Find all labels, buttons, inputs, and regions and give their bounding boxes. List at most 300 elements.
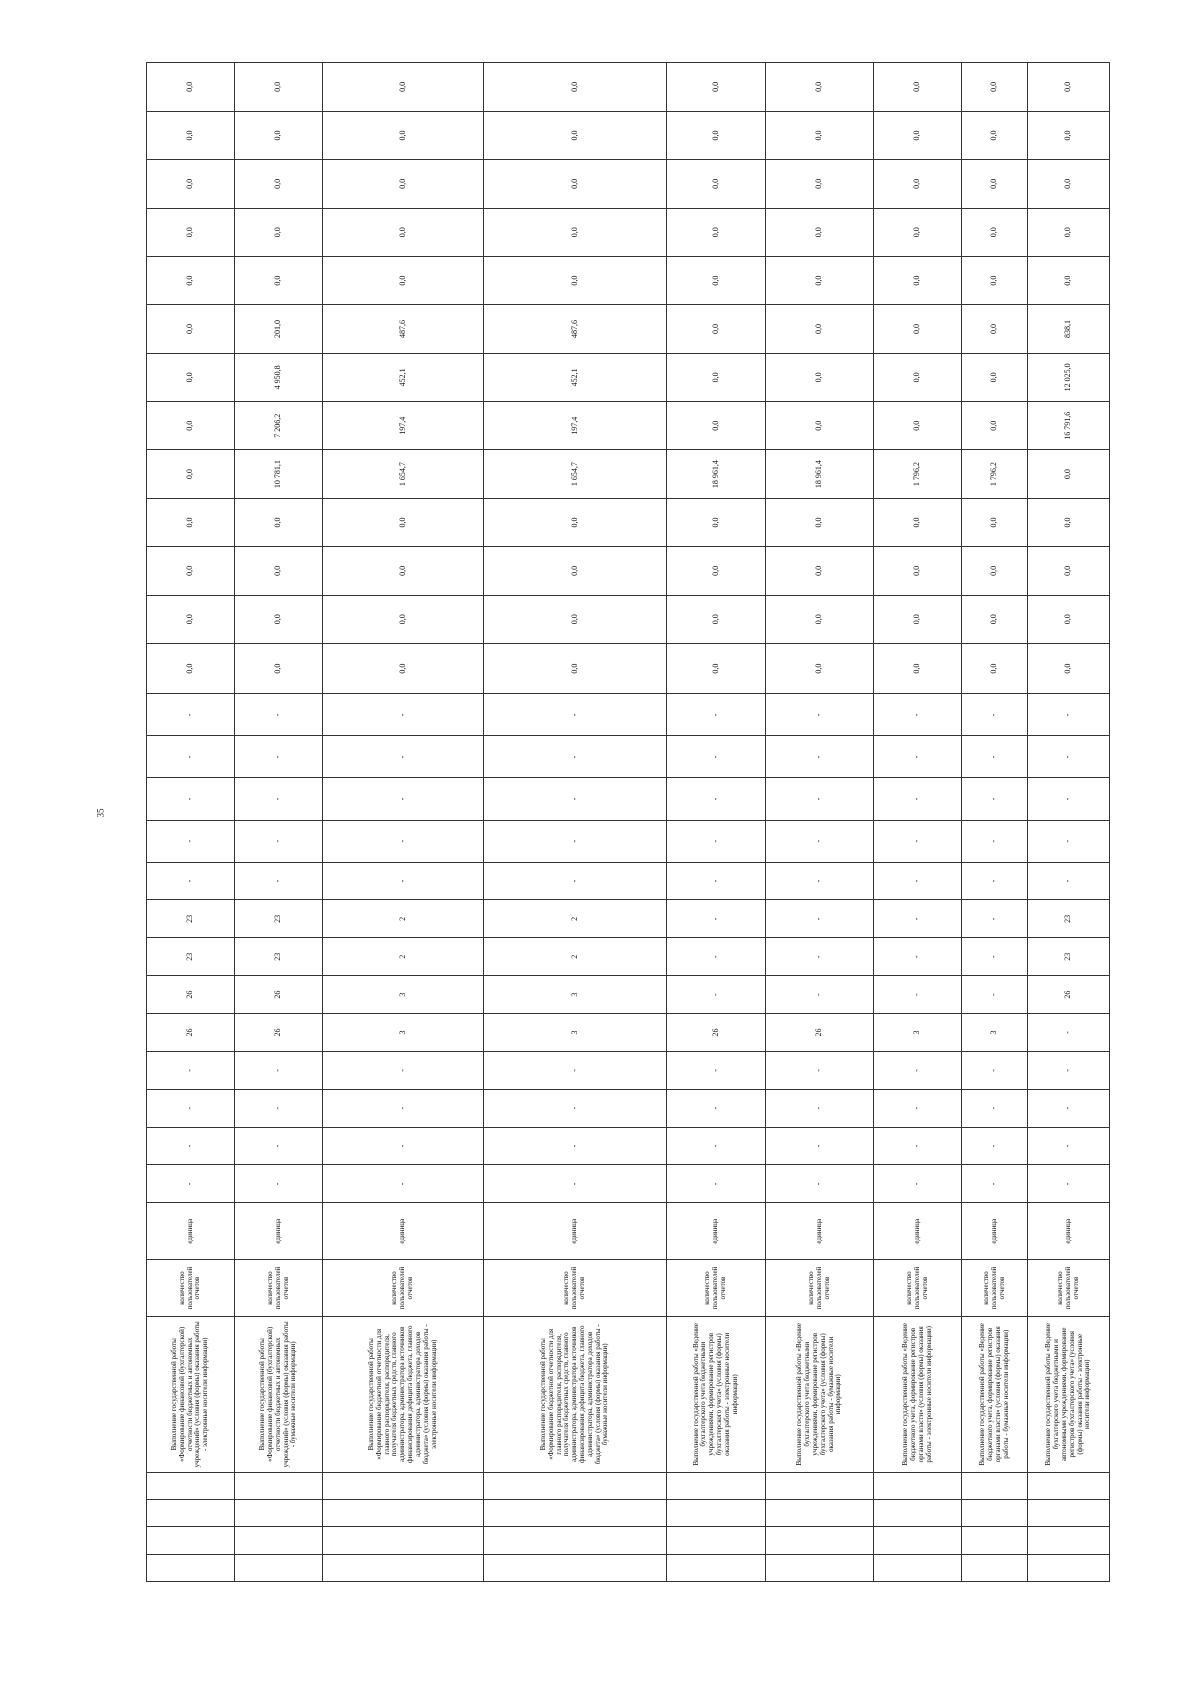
empty-cell [323, 1472, 484, 1499]
value-cell: - [766, 1089, 874, 1127]
empty-cell [235, 1472, 323, 1499]
value-cell: - [1028, 820, 1110, 862]
value-cell: - [323, 820, 484, 862]
work-description: Выполнение государственной работы «Ведение бухгалтерского учета бюджетными учреждениями, формирование регистров бухгалтерского учета» (условия (формы) оказания работы - бумажные носители информации) [766, 1316, 874, 1472]
value-cell: 0,0 [667, 498, 766, 546]
value-cell: 26 [1028, 976, 1110, 1014]
value-cell: 0,0 [323, 111, 484, 159]
value-cell: - [147, 862, 235, 900]
value-cell: - [1028, 778, 1110, 820]
empty-cell [874, 1554, 962, 1581]
value-cell: 0,0 [1028, 160, 1110, 208]
value-cell: 0,0 [962, 63, 1028, 112]
value-cell: - [874, 778, 962, 820]
value-cell: 0,0 [874, 595, 962, 643]
indicator-name: количество пользователей отчетов [962, 1260, 1028, 1317]
value-cell: - [484, 1165, 667, 1203]
value-cell: - [667, 1165, 766, 1203]
indicator-name: количество пользователей отчетов [766, 1260, 874, 1317]
value-cell: - [147, 736, 235, 778]
empty-cell [484, 1554, 667, 1581]
value-cell: 0,0 [874, 498, 962, 546]
value-cell: 0,0 [962, 305, 1028, 353]
value-cell: 0,0 [667, 643, 766, 693]
value-cell: 0,0 [1028, 643, 1110, 693]
value-cell: 0,0 [874, 111, 962, 159]
indicator-name: количество пользователей отчетов [323, 1260, 484, 1317]
value-cell: 16 791,6 [1028, 402, 1110, 450]
value-cell: - [323, 736, 484, 778]
value-cell: 26 [147, 976, 235, 1014]
value-cell: - [147, 1165, 235, 1203]
empty-cell [484, 1527, 667, 1554]
value-cell: - [766, 736, 874, 778]
table-row [874, 63, 962, 1582]
value-cell: - [1028, 1051, 1110, 1089]
indicator-name: количество пользователей отчетов [235, 1260, 323, 1317]
work-description: Выполнение государственной работы «Формирование финансовой (бухгалтерской) отчетности бюджетных и автономных учреждений» (условия (формы) оказания работы - электронные носители информации) [147, 1316, 235, 1472]
value-cell: 0,0 [874, 208, 962, 256]
table-row [667, 63, 766, 1582]
value-cell: 0,0 [1028, 498, 1110, 546]
value-cell: 0,0 [484, 547, 667, 595]
value-cell: 0,0 [323, 595, 484, 643]
value-cell: - [235, 1127, 323, 1165]
unit-cell: единица [667, 1203, 766, 1260]
value-cell: 0,0 [667, 353, 766, 401]
table-row [766, 63, 874, 1582]
empty-cell [1028, 1472, 1110, 1499]
value-cell: - [235, 862, 323, 900]
value-cell: 197,4 [323, 402, 484, 450]
value-cell: - [874, 1089, 962, 1127]
value-cell: 0,0 [147, 595, 235, 643]
value-cell: 18 961,4 [667, 450, 766, 498]
value-cell: - [766, 976, 874, 1014]
value-cell: 0,0 [147, 547, 235, 595]
value-cell: 0,0 [147, 256, 235, 304]
work-description: Выполнение государственной работы «Ведение бюджетного учета, формирование регистров органами власти» (условия (формы) оказания работы - электронные носители информации) [874, 1316, 962, 1472]
value-cell: 0,0 [874, 256, 962, 304]
empty-cell [766, 1499, 874, 1526]
value-cell: 0,0 [147, 450, 235, 498]
value-cell: 0,0 [766, 208, 874, 256]
value-cell: 23 [147, 938, 235, 976]
value-cell: 0,0 [147, 111, 235, 159]
value-cell: 23 [147, 900, 235, 938]
value-cell: 0,0 [766, 63, 874, 112]
value-cell: - [323, 694, 484, 736]
empty-cell [667, 1554, 766, 1581]
value-cell: 0,0 [962, 208, 1028, 256]
value-cell: - [766, 938, 874, 976]
rotated-table-wrapper [146, 62, 1110, 1582]
value-cell: 0,0 [484, 256, 667, 304]
work-description: Выполнение государственной работы «Ведение бухгалтерского учета бюджетными и автономными учреждениями, формирование регистров бухгалтерского учета» (условия (формы) оказания работы - электронные носители информации) [1028, 1316, 1110, 1472]
value-cell: 0,0 [962, 547, 1028, 595]
value-cell: 0,0 [667, 208, 766, 256]
value-cell: 0,0 [874, 160, 962, 208]
value-cell: 0,0 [235, 595, 323, 643]
empty-cell [484, 1499, 667, 1526]
value-cell: 0,0 [874, 63, 962, 112]
value-cell: 7 206,2 [235, 402, 323, 450]
value-cell: - [874, 976, 962, 1014]
empty-cell [1028, 1527, 1110, 1554]
empty-cell [667, 1499, 766, 1526]
value-cell: 0,0 [667, 547, 766, 595]
unit-cell: единица [484, 1203, 667, 1260]
value-cell: 0,0 [147, 160, 235, 208]
empty-cell [235, 1554, 323, 1581]
unit-cell: единица [962, 1203, 1028, 1260]
value-cell: - [323, 1051, 484, 1089]
value-cell: 0,0 [766, 111, 874, 159]
value-cell: 4 950,8 [235, 353, 323, 401]
empty-cell [1028, 1499, 1110, 1526]
value-cell: 0,0 [147, 353, 235, 401]
value-cell: 0,0 [235, 63, 323, 112]
value-cell: - [147, 1051, 235, 1089]
value-cell: - [1028, 694, 1110, 736]
value-cell: 0,0 [323, 643, 484, 693]
value-cell: 0,0 [874, 547, 962, 595]
value-cell: - [766, 694, 874, 736]
value-cell: 0,0 [147, 208, 235, 256]
value-cell: - [667, 778, 766, 820]
empty-cell [962, 1527, 1028, 1554]
value-cell: 0,0 [147, 63, 235, 112]
value-cell: - [962, 778, 1028, 820]
value-cell: - [667, 1089, 766, 1127]
value-cell: - [235, 820, 323, 862]
unit-cell: единица [235, 1203, 323, 1260]
work-description: Выполнение государственной работы «Ведение бухгалтерского учета бюджетными учреждениями, формирование регистров бухгалтерского учета» (условия (формы) оказания работы - электронные носители информации) [667, 1316, 766, 1472]
value-cell: - [323, 862, 484, 900]
value-cell: - [766, 778, 874, 820]
value-cell: 0,0 [235, 547, 323, 595]
value-cell: 26 [235, 976, 323, 1014]
value-cell: - [1028, 1127, 1110, 1165]
value-cell: - [235, 778, 323, 820]
value-cell: - [874, 820, 962, 862]
empty-cell [667, 1472, 766, 1499]
value-cell: 3 [484, 976, 667, 1014]
value-cell: - [1028, 1014, 1110, 1052]
empty-cell [667, 1527, 766, 1554]
unit-cell: единица [147, 1203, 235, 1260]
empty-cell [147, 1554, 235, 1581]
value-cell: 0,0 [147, 643, 235, 693]
value-cell: - [235, 1051, 323, 1089]
value-cell: 0,0 [667, 305, 766, 353]
value-cell: - [323, 778, 484, 820]
value-cell: - [766, 1051, 874, 1089]
work-description: Выполнение государственной работы «Формирование финансовой (бухгалтерской) отчетности бюджетных и автономных учреждений» (условия (формы) оказания работы - бумажные носители информации) [235, 1316, 323, 1472]
value-cell: 452,1 [484, 353, 667, 401]
indicator-name: количество пользователей отчетов [484, 1260, 667, 1317]
value-cell: 0,0 [235, 643, 323, 693]
empty-cell [962, 1499, 1028, 1526]
value-cell: - [484, 1089, 667, 1127]
value-cell: 0,0 [874, 402, 962, 450]
value-cell: 0,0 [323, 160, 484, 208]
value-cell: - [235, 1089, 323, 1127]
empty-cell [1028, 1554, 1110, 1581]
value-cell: 0,0 [235, 208, 323, 256]
value-cell: 0,0 [1028, 595, 1110, 643]
value-cell: 838,1 [1028, 305, 1110, 353]
value-cell: - [323, 1127, 484, 1165]
value-cell: 3 [484, 1014, 667, 1052]
value-cell: - [962, 736, 1028, 778]
value-cell: 0,0 [962, 498, 1028, 546]
value-cell: 0,0 [484, 498, 667, 546]
work-description: Выполнение государственной работы «Формирование бюджетной отчетности для главного распорядителя, распорядителя, получателя бюджетных средств, главного администратора, администратора источников финансирования дефицита бюджета, главного администратора, администратора доходов бюджета» (условия (формы) оказания работы - электронные носители информации) [323, 1316, 484, 1472]
value-cell: 0,0 [667, 111, 766, 159]
value-cell: 0,0 [323, 547, 484, 595]
value-cell: 197,4 [484, 402, 667, 450]
value-cell: - [962, 976, 1028, 1014]
page-number: 35 [95, 808, 106, 818]
empty-cell [323, 1554, 484, 1581]
value-cell: 0,0 [235, 160, 323, 208]
value-cell: - [667, 736, 766, 778]
indicator-name: количество пользователей отчетов [667, 1260, 766, 1317]
value-cell: 201,0 [235, 305, 323, 353]
value-cell: - [235, 694, 323, 736]
value-cell: 0,0 [323, 63, 484, 112]
value-cell: - [484, 694, 667, 736]
value-cell: 0,0 [667, 160, 766, 208]
value-cell: - [147, 1089, 235, 1127]
value-cell: - [874, 1127, 962, 1165]
value-cell: 0,0 [484, 63, 667, 112]
value-cell: - [962, 938, 1028, 976]
value-cell: 1 654,7 [484, 450, 667, 498]
empty-cell [874, 1527, 962, 1554]
value-cell: 0,0 [962, 160, 1028, 208]
value-cell: - [147, 778, 235, 820]
value-cell: 0,0 [667, 595, 766, 643]
value-cell: 0,0 [235, 256, 323, 304]
value-cell: 23 [235, 900, 323, 938]
value-cell: 0,0 [323, 208, 484, 256]
value-cell: 0,0 [147, 402, 235, 450]
budget-table [146, 62, 1110, 1582]
empty-cell [235, 1499, 323, 1526]
value-cell: - [1028, 1089, 1110, 1127]
value-cell: - [1028, 1165, 1110, 1203]
value-cell: 0,0 [962, 256, 1028, 304]
value-cell: 0,0 [1028, 111, 1110, 159]
value-cell: 0,0 [323, 498, 484, 546]
value-cell: 0,0 [667, 256, 766, 304]
value-cell: 23 [1028, 900, 1110, 938]
value-cell: 3 [874, 1014, 962, 1052]
empty-cell [323, 1499, 484, 1526]
value-cell: 0,0 [766, 305, 874, 353]
value-cell: 23 [1028, 938, 1110, 976]
value-cell: - [323, 1165, 484, 1203]
value-cell: - [1028, 862, 1110, 900]
value-cell: - [962, 1165, 1028, 1203]
value-cell: 487,6 [323, 305, 484, 353]
empty-cell [962, 1472, 1028, 1499]
value-cell: 0,0 [766, 402, 874, 450]
value-cell: 0,0 [962, 353, 1028, 401]
value-cell: 0,0 [667, 402, 766, 450]
value-cell: - [323, 1089, 484, 1127]
value-cell: 0,0 [962, 402, 1028, 450]
value-cell: 0,0 [235, 111, 323, 159]
value-cell: 0,0 [766, 256, 874, 304]
value-cell: - [962, 820, 1028, 862]
table-row [147, 63, 235, 1582]
value-cell: 3 [323, 976, 484, 1014]
value-cell: 0,0 [484, 160, 667, 208]
empty-cell [962, 1554, 1028, 1581]
value-cell: 0,0 [766, 643, 874, 693]
value-cell: - [484, 862, 667, 900]
empty-cell [484, 1472, 667, 1499]
value-cell: - [667, 862, 766, 900]
value-cell: 12 025,0 [1028, 353, 1110, 401]
indicator-name: количество пользователей отчетов [874, 1260, 962, 1317]
value-cell: - [484, 1127, 667, 1165]
value-cell: - [484, 1051, 667, 1089]
value-cell: 26 [766, 1014, 874, 1052]
value-cell: - [766, 900, 874, 938]
value-cell: - [766, 820, 874, 862]
value-cell: 26 [147, 1014, 235, 1052]
value-cell: - [962, 862, 1028, 900]
value-cell: 0,0 [1028, 547, 1110, 595]
indicator-name: количество пользователей отчетов [1028, 1260, 1110, 1317]
empty-cell [766, 1472, 874, 1499]
empty-cell [147, 1527, 235, 1554]
empty-cell [323, 1527, 484, 1554]
value-cell: - [667, 976, 766, 1014]
unit-cell: единица [874, 1203, 962, 1260]
empty-cell [235, 1527, 323, 1554]
value-cell: - [766, 1127, 874, 1165]
value-cell: 10 781,1 [235, 450, 323, 498]
value-cell: 3 [962, 1014, 1028, 1052]
value-cell: 0,0 [874, 353, 962, 401]
value-cell: 0,0 [962, 643, 1028, 693]
value-cell: 23 [235, 938, 323, 976]
value-cell: 2 [323, 900, 484, 938]
work-description: Выполнение государственной работы «Ведение бюджетного учета, формирование регистров органами власти» (условия (формы) оказания работы - бумажные носители информации) [962, 1316, 1028, 1472]
value-cell: 2 [323, 938, 484, 976]
value-cell: - [874, 900, 962, 938]
indicator-name: количество пользователей отчетов [147, 1260, 235, 1317]
value-cell: 0,0 [1028, 256, 1110, 304]
value-cell: - [667, 938, 766, 976]
value-cell: - [667, 1051, 766, 1089]
value-cell: 0,0 [874, 643, 962, 693]
empty-cell [874, 1472, 962, 1499]
empty-cell [766, 1554, 874, 1581]
value-cell: 3 [323, 1014, 484, 1052]
value-cell: 0,0 [484, 208, 667, 256]
value-cell: 0,0 [235, 498, 323, 546]
value-cell: 0,0 [962, 111, 1028, 159]
value-cell: 2 [484, 938, 667, 976]
value-cell: 0,0 [484, 643, 667, 693]
value-cell: 18 961,4 [766, 450, 874, 498]
empty-cell [874, 1499, 962, 1526]
value-cell: 0,0 [766, 547, 874, 595]
value-cell: 1 796,2 [874, 450, 962, 498]
value-cell: - [962, 1089, 1028, 1127]
table-row [1028, 63, 1110, 1582]
value-cell: - [484, 820, 667, 862]
value-cell: - [667, 900, 766, 938]
value-cell: 1 796,2 [962, 450, 1028, 498]
unit-cell: единица [1028, 1203, 1110, 1260]
table-row [484, 63, 667, 1582]
value-cell: - [874, 1165, 962, 1203]
value-cell: - [874, 862, 962, 900]
empty-cell [147, 1472, 235, 1499]
value-cell: - [235, 736, 323, 778]
value-cell: - [874, 938, 962, 976]
value-cell: 0,0 [766, 353, 874, 401]
value-cell: 0,0 [667, 63, 766, 112]
value-cell: 0,0 [1028, 450, 1110, 498]
value-cell: 0,0 [484, 595, 667, 643]
value-cell: 0,0 [766, 160, 874, 208]
value-cell: 0,0 [874, 305, 962, 353]
value-cell: 0,0 [484, 111, 667, 159]
value-cell: 0,0 [1028, 63, 1110, 112]
empty-cell [766, 1527, 874, 1554]
value-cell: - [667, 694, 766, 736]
value-cell: 0,0 [323, 256, 484, 304]
value-cell: - [874, 736, 962, 778]
value-cell: - [874, 694, 962, 736]
value-cell: 1 654,7 [323, 450, 484, 498]
value-cell: 452,1 [323, 353, 484, 401]
table-row [323, 63, 484, 1582]
value-cell: - [235, 1165, 323, 1203]
value-cell: - [667, 820, 766, 862]
value-cell: - [147, 820, 235, 862]
value-cell: - [962, 1051, 1028, 1089]
work-description: Выполнение государственной работы «Формирование бюджетной отчетности для главного распорядителя, распорядителя, получателя бюджетных средств, главного администратора, администратора источников финансирования дефицита бюджета, главного администратора, администратора доходов бюджета» (условия (формы) оказания работы - бумажные носители информации) [484, 1316, 667, 1472]
empty-cell [147, 1499, 235, 1526]
value-cell: - [766, 862, 874, 900]
value-cell: - [962, 1127, 1028, 1165]
value-cell: - [484, 736, 667, 778]
value-cell: - [484, 778, 667, 820]
table-row [235, 63, 323, 1582]
value-cell: - [1028, 736, 1110, 778]
value-cell: 0,0 [962, 595, 1028, 643]
value-cell: 0,0 [147, 305, 235, 353]
value-cell: 0,0 [766, 595, 874, 643]
value-cell: 0,0 [147, 498, 235, 546]
value-cell: 2 [484, 900, 667, 938]
value-cell: - [147, 1127, 235, 1165]
value-cell: - [874, 1051, 962, 1089]
unit-cell: единица [323, 1203, 484, 1260]
value-cell: 26 [667, 1014, 766, 1052]
value-cell: 0,0 [766, 498, 874, 546]
unit-cell: единица [766, 1203, 874, 1260]
